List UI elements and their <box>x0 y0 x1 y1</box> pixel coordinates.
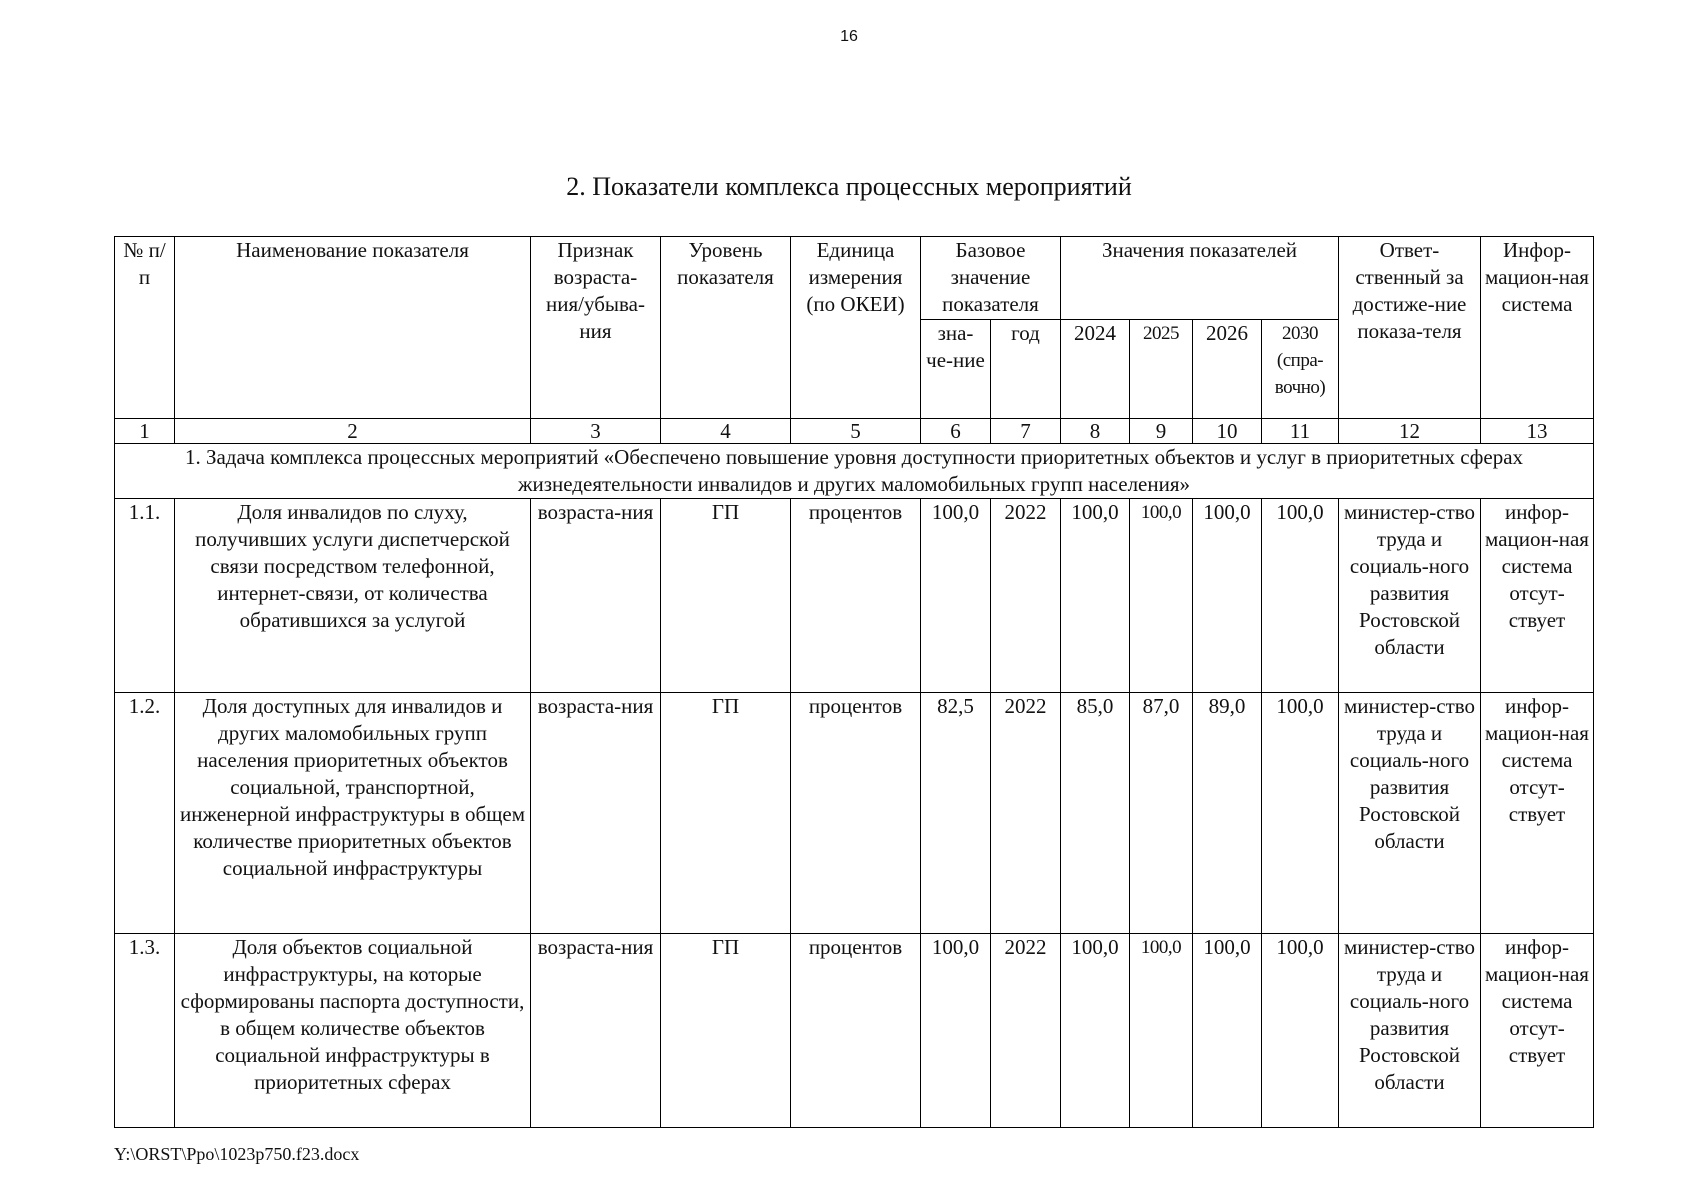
file-path-footer: Y:\ORST\Ppo\1023p750.f23.docx <box>114 1144 360 1164</box>
row-value-2026: 100,0 <box>1193 934 1262 1128</box>
table-row <box>115 934 1594 1128</box>
page-number: 16 <box>840 28 858 45</box>
row-responsible: министер-ство труда и социаль-ного развития Ростовской области <box>1339 693 1481 934</box>
header-base-year: год <box>991 320 1061 419</box>
row-responsible: министер-ство труда и социаль-ного развития Ростовской области <box>1339 934 1481 1128</box>
column-number: 3 <box>531 419 661 444</box>
column-number: 13 <box>1481 419 1594 444</box>
row-value-2026: 89,0 <box>1193 693 1262 934</box>
header-sign: Признак возраста-ния/убыва-ния <box>531 237 661 419</box>
row-level: ГП <box>661 934 791 1128</box>
header-year-2030: 2030 (спра-вочно) <box>1262 320 1339 419</box>
header-responsible: Ответ-ственный за достиже-ние показа-теля <box>1339 237 1481 419</box>
row-value-2024: 100,0 <box>1061 499 1130 693</box>
column-number: 5 <box>791 419 921 444</box>
row-value-2025: 100,0 <box>1130 934 1193 1128</box>
row-sign: возраста-ния <box>531 934 661 1128</box>
table-row <box>115 499 1594 693</box>
document-title: 2. Показатели комплекса процессных мероприятий <box>566 172 1132 201</box>
column-number: 4 <box>661 419 791 444</box>
header-system: Инфор-мацион-ная система <box>1481 237 1594 419</box>
row-value-2030: 100,0 <box>1262 693 1339 934</box>
row-base-year: 2022 <box>991 693 1061 934</box>
column-number: 8 <box>1061 419 1130 444</box>
column-number: 12 <box>1339 419 1481 444</box>
column-number: 2 <box>175 419 531 444</box>
column-number: 6 <box>921 419 991 444</box>
row-name: Доля доступных для инвалидов и других маломобильных групп населения приоритетных объектов социальной, транспортной, инженерной инфраструктуры в общем количестве приоритетных объектов социальной инфраструктуры <box>175 693 531 934</box>
header-name: Наименование показателя <box>175 237 531 419</box>
row-system: инфор-мацион-ная система отсут-ствует <box>1481 934 1594 1128</box>
table-row <box>115 693 1594 934</box>
row-value-2025: 87,0 <box>1130 693 1193 934</box>
column-number: 10 <box>1193 419 1262 444</box>
row-base-value: 82,5 <box>921 693 991 934</box>
header-year-2025: 2025 <box>1130 320 1193 419</box>
row-value-2030: 100,0 <box>1262 499 1339 693</box>
row-level: ГП <box>661 693 791 934</box>
row-unit: процентов <box>791 934 921 1128</box>
header-base-value: зна-че-ние <box>921 320 991 419</box>
row-base-value: 100,0 <box>921 499 991 693</box>
row-base-year: 2022 <box>991 499 1061 693</box>
row-system: инфор-мацион-ная система отсут-ствует <box>1481 693 1594 934</box>
row-unit: процентов <box>791 499 921 693</box>
column-number: 7 <box>991 419 1061 444</box>
header-year-2024: 2024 <box>1061 320 1130 419</box>
row-value-2030: 100,0 <box>1262 934 1339 1128</box>
row-value-2026: 100,0 <box>1193 499 1262 693</box>
row-system: инфор-мацион-ная система отсут-ствует <box>1481 499 1594 693</box>
row-num: 1.3. <box>115 934 175 1128</box>
column-number: 1 <box>115 419 175 444</box>
header-values: Значения показателей <box>1061 237 1339 320</box>
row-num: 1.1. <box>115 499 175 693</box>
header-level: Уровень показателя <box>661 237 791 419</box>
column-number-row <box>115 419 1594 444</box>
column-number: 11 <box>1262 419 1339 444</box>
row-sign: возраста-ния <box>531 693 661 934</box>
section-row <box>115 444 1594 499</box>
row-responsible: министер-ство труда и социаль-ного развития Ростовской области <box>1339 499 1481 693</box>
section-heading: 1. Задача комплекса процессных мероприятий «Обеспечено повышение уровня доступности приоритетных объектов и услуг в приоритетных сферах жизнедеятельности инвалидов и других маломобильных групп населения» <box>115 444 1594 499</box>
header-num: № п/п <box>115 237 175 419</box>
column-number: 9 <box>1130 419 1193 444</box>
indicators-table <box>114 236 1594 1128</box>
header-year-2026: 2026 <box>1193 320 1262 419</box>
row-name: Доля инвалидов по слуху, получивших услуги диспетчерской связи посредством телефонной, интернет-связи, от количества обратившихся за услугой <box>175 499 531 693</box>
row-base-year: 2022 <box>991 934 1061 1128</box>
header-unit: Единица измерения (по ОКЕИ) <box>791 237 921 419</box>
header-base: Базовое значение показателя <box>921 237 1061 320</box>
row-value-2025: 100,0 <box>1130 499 1193 693</box>
row-name: Доля объектов социальной инфраструктуры, на которые сформированы паспорта доступности, в общем количестве объектов социальной инфраструктуры в приоритетных сферах <box>175 934 531 1128</box>
row-value-2024: 85,0 <box>1061 693 1130 934</box>
row-level: ГП <box>661 499 791 693</box>
row-base-value: 100,0 <box>921 934 991 1128</box>
row-sign: возраста-ния <box>531 499 661 693</box>
row-num: 1.2. <box>115 693 175 934</box>
row-unit: процентов <box>791 693 921 934</box>
row-value-2024: 100,0 <box>1061 934 1130 1128</box>
header-row-top <box>115 237 1594 320</box>
